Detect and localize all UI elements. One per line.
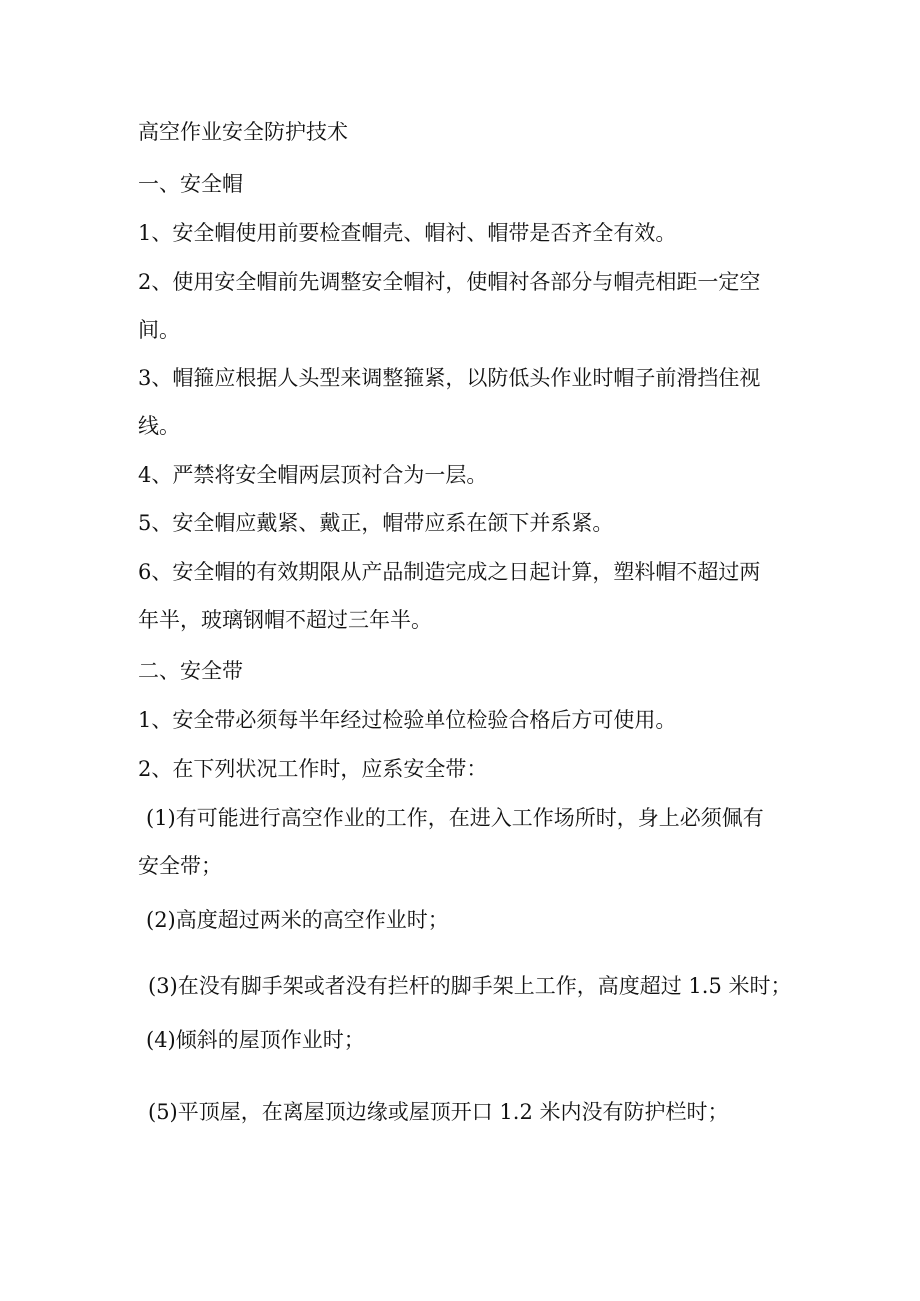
section-heading-belt: 二、安全带 [138,659,243,683]
list-item-line: (4)倾斜的屋顶作业时； [146,1028,365,1052]
paragraph-line: 5、安全帽应戴紧、戴正，帽带应系在颌下并系紧。 [138,511,614,535]
list-item-line: (5)平顶屋，在离屋顶边缘或屋顶开口 1.2 米内没有防护栏时； [148,1100,729,1124]
list-item-line: (1)有可能进行高空作业的工作，在进入工作场所时，身上必须佩有 [146,806,764,830]
list-item-line: (3)在没有脚手架或者没有拦杆的脚手架上工作，高度超过 1.5 米时； [148,974,792,998]
paragraph-line: 1、安全带必须每半年经过检验单位检验合格后方可使用。 [138,708,677,732]
paragraph-line: 2、使用安全帽前先调整安全帽衬，使帽衬各部分与帽壳相距一定空 [138,270,761,294]
list-item-line: (2)高度超过两米的高空作业时； [146,908,449,932]
paragraph-line: 4、严禁将安全帽两层顶衬合为一层。 [138,463,488,487]
paragraph-line: 6、安全帽的有效期限从产品制造完成之日起计算，塑料帽不超过两 [138,560,761,584]
paragraph-line: 线。 [138,414,180,438]
paragraph-line: 2、在下列状况工作时，应系安全带： [138,757,488,781]
document-title: 高空作业安全防护技术 [138,120,348,144]
paragraph-line: 3、帽箍应根据人头型来调整箍紧，以防低头作业时帽子前滑挡住视 [138,366,761,390]
paragraph-line: 1、安全帽使用前要检查帽壳、帽衬、帽带是否齐全有效。 [138,221,677,245]
paragraph-line: 间。 [138,318,180,342]
paragraph-line: 年半，玻璃钢帽不超过三年半。 [138,608,432,632]
list-item-line: 安全带； [138,854,222,878]
section-heading-helmet: 一、安全帽 [138,172,243,196]
